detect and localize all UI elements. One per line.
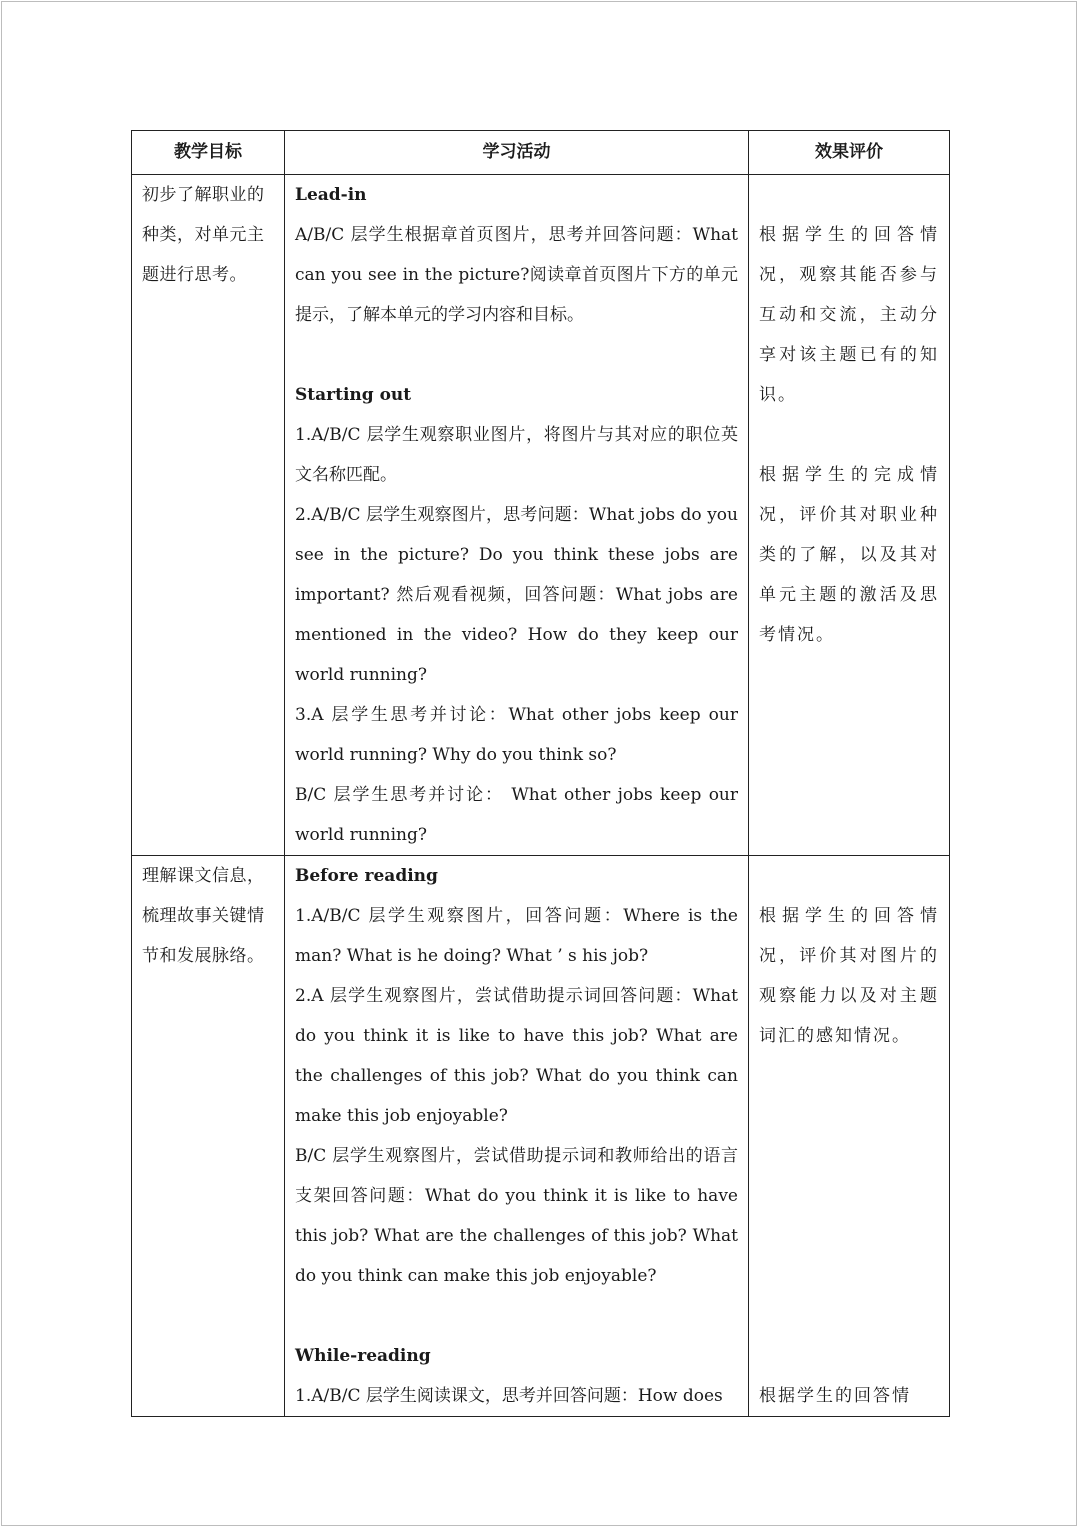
activity-paragraph: 1.A/B/C 层学生观察图片，回答问题：Where is the man? What is he doing? What ’ s his job? (295, 906, 738, 966)
activity-paragraph: 1.A/B/C 层学生阅读课文，思考并回答问题：How does (295, 1386, 723, 1406)
evaluation-paragraph: 根据学生的回答情 (759, 1386, 911, 1406)
evaluation-cell (749, 175, 950, 856)
table-row (132, 175, 950, 856)
activity-cell (285, 175, 749, 856)
goal-cell (132, 175, 285, 856)
goal-line: 初步了解职业的 (142, 185, 265, 205)
goal-line: 梳理故事关键情 (142, 906, 265, 926)
activity-paragraph: A/B/C 层学生根据章首页图片，思考并回答问题：What can you see in the picture?阅读章首页图片下方的单元提示，了解本单元的学习内容和目标。 (295, 225, 738, 325)
goal-line: 题进行思考。 (142, 265, 247, 285)
lesson-plan-table (131, 130, 950, 1417)
goal-line: 理解课文信息， (142, 866, 265, 886)
table-row (132, 856, 950, 1417)
goal-line: 节和发展脉络。 (142, 946, 265, 966)
activity-cell (285, 856, 749, 1417)
activity-paragraph: B/C 层学生思考并讨论： What other jobs keep our world running? (295, 785, 738, 845)
activity-paragraph: 3.A 层学生思考并讨论：What other jobs keep our world running? Why do you think so? (295, 705, 738, 765)
header-evaluation: 效果评价 (749, 131, 950, 175)
evaluation-cell (749, 856, 950, 1417)
section-title-while-reading: While-reading (295, 1346, 431, 1366)
activity-paragraph: 2.A 层学生观察图片，尝试借助提示词回答问题：What do you think it is like to have this job? What are the challenges of this job? What do you think can make this job enjoyable? (295, 986, 738, 1126)
evaluation-paragraph: 根据学生的完成情况，评价其对职业种类的了解，以及其对单元主题的激活及思考情况。 (759, 465, 939, 645)
evaluation-paragraph: 根据学生的回答情况，评价其对图片的观察能力以及对主题词汇的感知情况。 (759, 906, 939, 1046)
header-learning-activity: 学习活动 (285, 131, 749, 175)
header-teaching-goal: 教学目标 (132, 131, 285, 175)
evaluation-paragraph: 根据学生的回答情况，观察其能否参与互动和交流，主动分享对该主题已有的知识。 (759, 225, 939, 405)
activity-paragraph: B/C 层学生观察图片，尝试借助提示词和教师给出的语言支架回答问题：What do you think it is like to have this job? What are the challenges of this job? What do you think can make this job enjoyable? (295, 1146, 738, 1286)
section-title-before-reading: Before reading (295, 866, 438, 886)
goal-cell (132, 856, 285, 1417)
section-title-lead-in: Lead-in (295, 185, 367, 205)
goal-line: 种类，对单元主 (142, 225, 265, 245)
table-header-row (132, 131, 950, 175)
section-title-starting-out: Starting out (295, 385, 412, 405)
activity-paragraph: 2.A/B/C 层学生观察图片，思考问题：What jobs do you see in the picture? Do you think these jobs are important? 然后观看视频，回答问题：What jobs are mentioned in the video? How do they keep our world running? (295, 505, 738, 685)
activity-paragraph: 1.A/B/C 层学生观察职业图片，将图片与其对应的职位英文名称匹配。 (295, 425, 738, 485)
